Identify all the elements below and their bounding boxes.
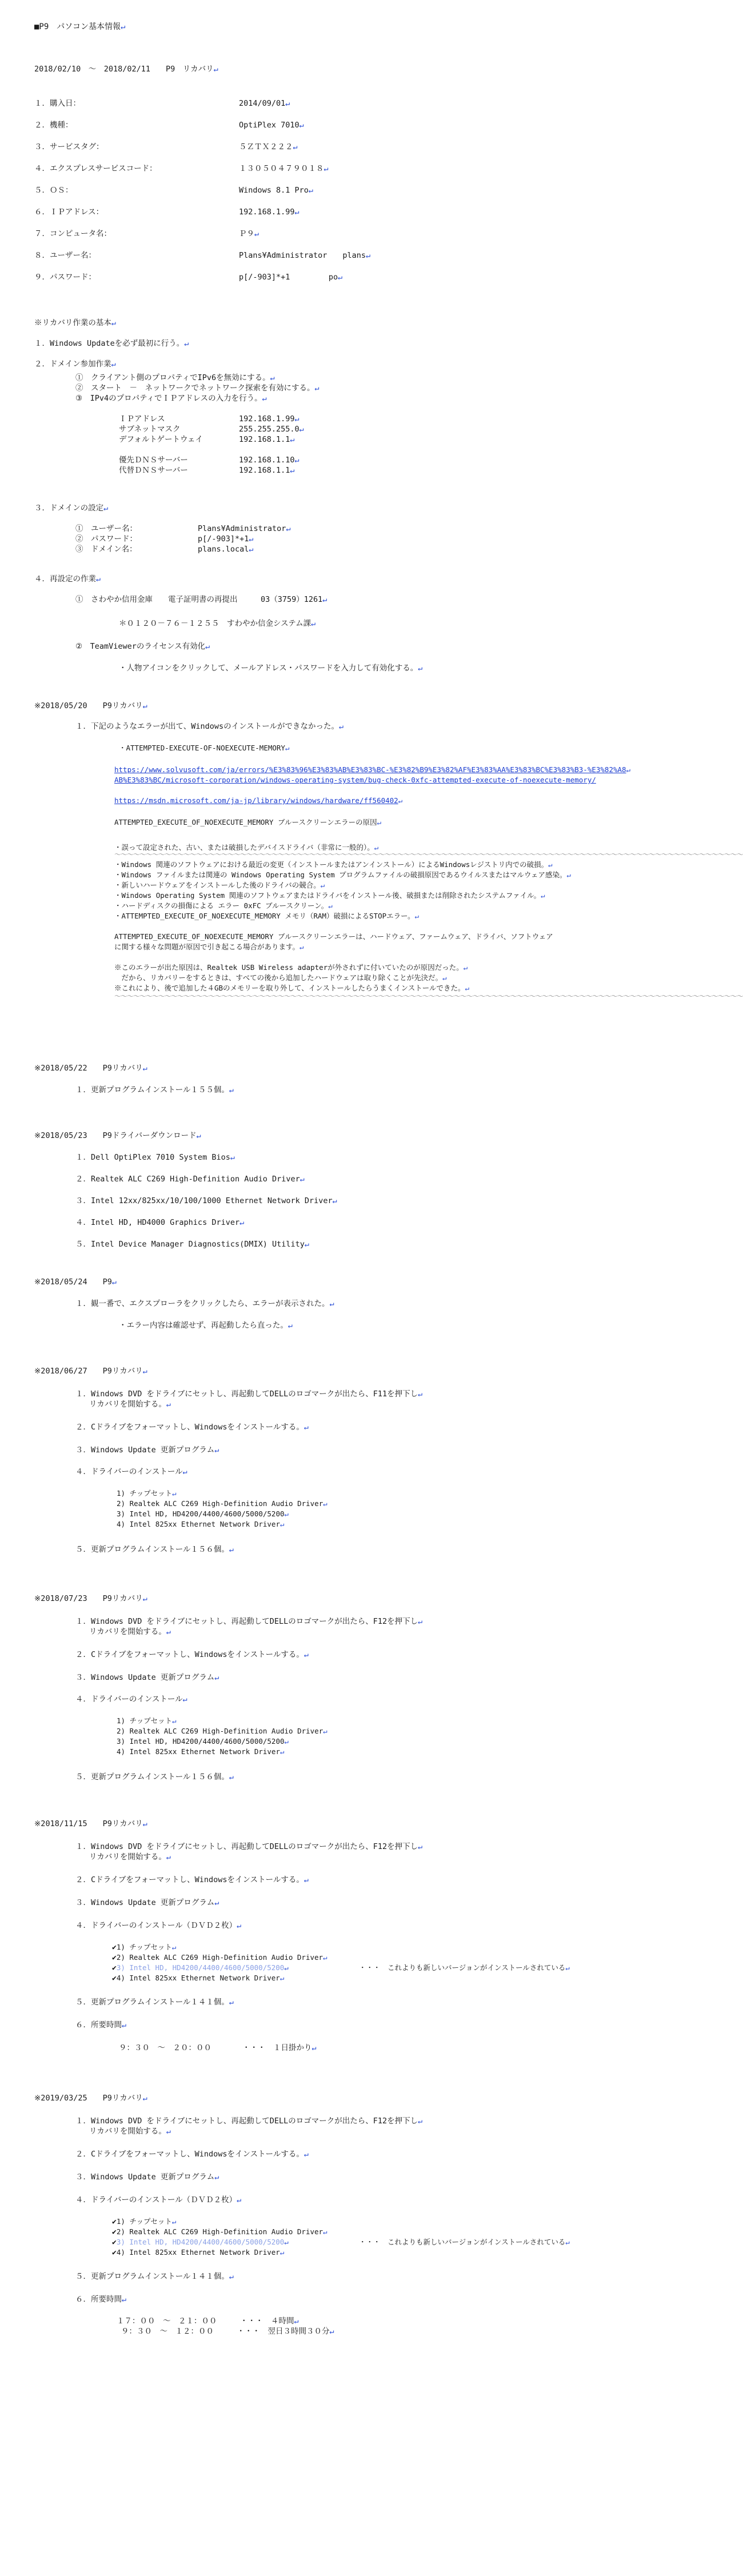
driver-item-3: ✔3) Intel HD, HD4200/4400/4600/5000/5200↵ xyxy=(112,2238,289,2247)
entry-0627-line-2: ２．Cドライブをフォーマットし、Windowsをインストールする。↵ xyxy=(75,1423,309,1432)
entry-0520-cause-5: ・Windows Operating System 関連のソフトウェアまたはドライバをインストール後、破損または削除されたシステムファイル。↵ xyxy=(114,891,545,900)
basics-step-2: ２．ドメイン参加作業↵ xyxy=(34,360,116,369)
driver-item-2: ✔2) Realtek ALC C269 High-Definition Audio Driver↵ xyxy=(112,1953,327,1962)
entry-0520-cause-6: ・ハードディスクの損傷による エラー 0xFC ブルースクリーン。↵ xyxy=(114,901,333,910)
entry-0627-line-5: ５．更新プログラムインストール１５６個。↵ xyxy=(75,1545,234,1554)
entry-0723-line-4: ４．ドライバーのインストール↵ xyxy=(75,1695,187,1704)
entry-0520-heading: ※2018/05/20 P9リカバリ↵ xyxy=(34,701,147,710)
info-value-8: Plans¥Administrator plans↵ xyxy=(239,251,371,260)
driver-item-2: ✔2) Realtek ALC C269 High-Definition Audio Driver↵ xyxy=(112,2227,327,2236)
entry-0627-heading: ※2018/06/27 P9リカバリ↵ xyxy=(34,1367,147,1376)
doc-title: ■P9 パソコン基本情報↵ xyxy=(34,22,126,31)
entry-0520-error-name: ・ATTEMPTED-EXECUTE-OF-NOEXECUTE-MEMORY↵ xyxy=(119,744,290,752)
domain-value-3: plans.local↵ xyxy=(198,545,254,554)
domain-value-2: p[/-903]*+1↵ xyxy=(198,534,254,544)
net-value-4: 192.168.1.10↵ xyxy=(239,456,299,465)
info-label-5: ５．ＯＳ： xyxy=(34,186,73,195)
entry-0325-line-5: ５．更新プログラムインストール１４１個。↵ xyxy=(75,2272,234,2281)
driver-download-item-4: ４．Intel HD, HD4000 Graphics Driver↵ xyxy=(75,1218,245,1227)
entry-1115-line-4: ４．ドライバーのインストール（ＤＶＤ２枚）↵ xyxy=(75,1921,242,1930)
driver-item-4: 4) Intel 825xx Ethernet Network Driver↵ xyxy=(117,1520,285,1528)
solvusoft-link-cont[interactable]: AB%E3%83%BC/microsoft-corporation/windows-operating-system/bug-check-0xfc-attempted-execute-of-noexecute-memory/ xyxy=(114,776,596,784)
msdn-link[interactable]: https://msdn.microsoft.com/ja-jp/library/windows/hardware/ff560402↵ xyxy=(114,796,403,805)
driver-item-2: 2) Realtek ALC C269 High-Definition Audio Driver↵ xyxy=(117,1727,327,1735)
driver-item-1: ✔1) チップセット↵ xyxy=(112,1943,177,1952)
entry-0524-line-2: ・エラー内容は確認せず、再起動したら直った。↵ xyxy=(119,1321,293,1330)
driver-item-4: 4) Intel 825xx Ethernet Network Driver↵ xyxy=(117,1747,285,1756)
basics-step-4-item-1-note: ＊０１２０－７６－１２５５ すわやか信金システム課↵ xyxy=(119,619,316,628)
basics-step-2-item-2: ② スタート － ネットワークでネットワーク探索を有効にする。↵ xyxy=(75,384,319,393)
basics-step-4-item-1: ① さわやか信用金庫 電子証明書の再提出 03（3759）1261↵ xyxy=(75,595,327,604)
basics-heading: ※リカバリ作業の基本↵ xyxy=(34,318,117,328)
domain-label-3: ③ ドメイン名： xyxy=(75,545,137,554)
entry-0627-line-1b: リカバリを開始する。↵ xyxy=(89,1400,171,1409)
basics-step-2-item-3: ③ IPv4のプロパティでＩＰアドレスの入力を行う。↵ xyxy=(75,394,267,403)
basics-step-1: １．Windows Updateを必ず最初に行う。↵ xyxy=(34,339,189,348)
domain-value-1: Plans¥Administrator↵ xyxy=(198,524,291,533)
driver-item-3: 3) Intel HD, HD4200/4400/4600/5000/5200↵ xyxy=(117,1509,289,1518)
entry-0520-note-1: ※このエラーが出た原因は、Realtek USB Wireless adapterが外されずに付いていたのが原因だった。↵ xyxy=(114,963,468,972)
entry-0520-cause-3: ・Windows ファイルまたは関連の Windows Operating System プログラムファイルの破損原因であるウイルスまたはマルウェア感染。↵ xyxy=(114,870,572,879)
entry-0723-line-1b: リカバリを開始する。↵ xyxy=(89,1627,171,1636)
basics-step-2-item-1: ① クライアント側のプロパティでIPv6を無効にする。↵ xyxy=(75,373,275,382)
net-value-1: 192.168.1.99↵ xyxy=(239,414,299,424)
driver-item-3: ✔3) Intel HD, HD4200/4400/4600/5000/5200↵ xyxy=(112,1963,289,1972)
net-value-5: 192.168.1.1↵ xyxy=(239,466,295,475)
driver-item-3: 3) Intel HD, HD4200/4400/4600/5000/5200↵ xyxy=(117,1737,289,1746)
driver-item-4: ✔4) Intel 825xx Ethernet Network Driver↵ xyxy=(112,1974,285,1983)
entry-0520-cause-title: ATTEMPTED_EXECUTE_OF_NOEXECUTE_MEMORY ブルースクリーンエラーの原因↵ xyxy=(114,818,382,826)
info-value-9: p[/-903]*+1 po↵ xyxy=(239,273,343,282)
info-label-7: ７．コンピュータ名： xyxy=(34,229,111,238)
entry-0325-line-3: ３．Windows Update 更新プログラム↵ xyxy=(75,2172,219,2182)
net-value-2: 255.255.255.0↵ xyxy=(239,425,304,434)
driver-item-1: ✔1) チップセット↵ xyxy=(112,2217,177,2226)
wavy-rule: ～～～～～～～～～～～～～～～～～～～～～～～～～～～～～～～～～～～～～～～～～～～～～～～～～～～～～～～～～～～～～～～～～～～～～～～～～～～～～～～～～～～～～～～～～～～～～～～～～～～～ xyxy=(114,850,743,858)
info-value-3: ５ＺＴＸ２２２↵ xyxy=(239,142,298,151)
entry-0520-cause-7: ・ATTEMPTED_EXECUTE_OF_NOEXECUTE_MEMORY メモリ（RAM）破損によるSTOPエラー。↵ xyxy=(114,912,420,920)
entry-0325-time-2: ９：３０ ～ １２：００ ・・・ 翌日３時間３０分↵ xyxy=(121,2327,334,2336)
entry-0520-cause-1: ・誤って設定された、古い、または破損したデバイスドライバ（非常に一般的）。↵ xyxy=(114,843,379,852)
entry-0522-line-1: １．更新プログラムインストール１５５個。↵ xyxy=(75,1085,234,1095)
entry-0520-cause-4: ・新しいハードウェアをインストールした後のドライバの競合。↵ xyxy=(114,881,325,889)
entry-0520-line-1: １．下記のようなエラーが出て、Windowsのインストールができなかった。↵ xyxy=(75,722,344,731)
info-label-6: ６．ＩＰアドレス： xyxy=(34,207,104,217)
period-line: 2018/02/10 ～ 2018/02/11 P9 リカバリ↵ xyxy=(34,65,218,74)
entry-0723-line-2: ２．Cドライブをフォーマットし、Windowsをインストールする。↵ xyxy=(75,1650,309,1659)
driver-download-item-3: ３．Intel 12xx/825xx/10/100/1000 Ethernet Network Driver↵ xyxy=(75,1196,337,1205)
entry-0723-heading: ※2018/07/23 P9リカバリ↵ xyxy=(34,1594,147,1603)
entry-0524-heading: ※2018/05/24 P9↵ xyxy=(34,1277,117,1287)
driver-item-1: 1) チップセット↵ xyxy=(117,1489,177,1497)
entry-0627-line-4: ４．ドライバーのインストール↵ xyxy=(75,1467,187,1476)
entry-1115-time-1: ９：３０ ～ ２０：００ ・・・ １日掛かり↵ xyxy=(119,2043,317,2052)
driver-version-note: ・・・ これよりも新しいバージョンがインストールされている↵ xyxy=(359,1963,570,1972)
entry-1115-line-3: ３．Windows Update 更新プログラム↵ xyxy=(75,1898,219,1907)
info-value-1: 2014/09/01↵ xyxy=(239,99,290,108)
basics-step-4-item-2-note: ・人物アイコンをクリックして、メールアドレス・パスワードを入力して有効化する。↵ xyxy=(119,664,423,673)
entry-0325-line-6: ６．所要時間↵ xyxy=(75,2295,127,2304)
info-label-1: １．購入日： xyxy=(34,99,81,108)
wavy-rule: ～～～～～～～～～～～～～～～～～～～～～～～～～～～～～～～～～～～～～～～～～～～～～～～～～～～～～～～～～～～～～～～～～～～～～～～～～～～～～～～～～～～～～～～～～～～～～～～～～～～～ xyxy=(114,992,743,1000)
info-label-3: ３．サービスタグ： xyxy=(34,142,104,151)
entry-0325-line-1: １．Windows DVD をドライブにセットし、再起動してDELLのロゴマークが出たら、F12を押下し↵ xyxy=(75,2116,423,2126)
net-label-4: 優先ＤＮＳサーバー xyxy=(119,456,188,465)
basics-step-4-item-2: ② TeamViewerのライセンス有効化↵ xyxy=(75,642,210,651)
entry-0325-line-1b: リカバリを開始する。↵ xyxy=(89,2127,171,2136)
info-value-4: １３０５０４７９０１８↵ xyxy=(239,164,329,173)
entry-1115-line-1: １．Windows DVD をドライブにセットし、再起動してDELLのロゴマークが出たら、F12を押下し↵ xyxy=(75,1842,423,1851)
net-value-3: 192.168.1.1↵ xyxy=(239,435,295,444)
basics-step-3: ３．ドメインの設定↵ xyxy=(34,504,109,513)
entry-1115-heading: ※2018/11/15 P9リカバリ↵ xyxy=(34,1819,147,1828)
driver-download-item-5: ５．Intel Device Manager Diagnostics(DMIX) Utility↵ xyxy=(75,1240,310,1249)
entry-0520-cause-2: ・Windows 関連のソフトウェアにおける最近の変更（インストールまたはアンインストール）によるWindowsレジストリ内での破損。↵ xyxy=(114,860,553,869)
entry-1115-line-6: ６．所要時間↵ xyxy=(75,2020,127,2030)
info-value-7: Ｐ９↵ xyxy=(239,229,259,238)
info-value-6: 192.168.1.99↵ xyxy=(239,207,299,217)
driver-download-item-1: １．Dell OptiPlex 7010 System Bios↵ xyxy=(75,1153,235,1162)
info-label-2: ２．機種： xyxy=(34,121,73,130)
entry-0723-line-5: ５．更新プログラムインストール１５６個。↵ xyxy=(75,1772,234,1782)
net-label-5: 代替ＤＮＳサーバー xyxy=(119,466,188,475)
domain-label-2: ② パスワード： xyxy=(75,534,137,544)
entry-1115-line-1b: リカバリを開始する。↵ xyxy=(89,1852,171,1862)
info-label-9: ９．パスワード： xyxy=(34,273,96,282)
solvusoft-link[interactable]: https://www.solvusoft.com/ja/errors/%E3%83%96%E3%83%AB%E3%83%BC-%E3%82%B9%E3%82%AF%E3%83%AA%E3%83%BC%E3%83%B3-%E3%82%A8↵ xyxy=(114,765,631,774)
entry-0325-heading: ※2019/03/25 P9リカバリ↵ xyxy=(34,2094,147,2103)
net-label-3: デフォルトゲートウェイ xyxy=(119,435,203,444)
net-label-2: サブネットマスク xyxy=(119,425,181,434)
entry-0325-line-4: ４．ドライバーのインストール（ＤＶＤ２枚）↵ xyxy=(75,2195,242,2204)
entry-1115-line-2: ２．Cドライブをフォーマットし、Windowsをインストールする。↵ xyxy=(75,1875,309,1884)
driver-version-note: ・・・ これよりも新しいバージョンがインストールされている↵ xyxy=(359,2238,570,2246)
entry-0524-line-1: １．観一番で、エクスプローラをクリックしたら、エラーが表示された。↵ xyxy=(75,1299,334,1308)
info-label-8: ８．ユーザー名： xyxy=(34,251,96,260)
entry-0520-note-3: ※これにより、後で追加した４GBのメモリーを取り外して、インストールしたらうまくインストールできた。↵ xyxy=(114,984,470,992)
driver-item-2: 2) Realtek ALC C269 High-Definition Audio Driver↵ xyxy=(117,1499,327,1508)
info-value-2: OptiPlex 7010↵ xyxy=(239,121,304,130)
driver-item-1: 1) チップセット↵ xyxy=(117,1716,177,1725)
entry-0627-line-3: ３．Windows Update 更新プログラム↵ xyxy=(75,1445,219,1455)
entry-1115-line-5: ５．更新プログラムインストール１４１個。↵ xyxy=(75,1998,234,2007)
entry-0522-heading: ※2018/05/22 P9リカバリ↵ xyxy=(34,1064,147,1073)
entry-0520-summary-2: に関する様々な問題が原因で引き起こる場合があります。↵ xyxy=(114,942,304,951)
info-label-4: ４．エクスプレスサービスコード： xyxy=(34,164,157,173)
basics-step-4: ４．再設定の作業↵ xyxy=(34,574,101,584)
info-value-5: Windows 8.1 Pro↵ xyxy=(239,186,314,195)
entry-0627-line-1: １．Windows DVD をドライブにセットし、再起動してDELLのロゴマークが出たら、F11を押下し↵ xyxy=(75,1389,423,1399)
entry-0723-line-1: １．Windows DVD をドライブにセットし、再起動してDELLのロゴマークが出たら、F12を押下し↵ xyxy=(75,1617,423,1626)
entry-0723-line-3: ３．Windows Update 更新プログラム↵ xyxy=(75,1673,219,1682)
driver-download-item-2: ２．Realtek ALC C269 High-Definition Audio Driver↵ xyxy=(75,1175,305,1184)
entry-0325-line-2: ２．Cドライブをフォーマットし、Windowsをインストールする。↵ xyxy=(75,2150,309,2159)
entry-0520-summary-1: ATTEMPTED_EXECUTE_OF_NOEXECUTE_MEMORY ブルースクリーンエラーは、ハードウェア、ファームウェア、ドライバ、ソフトウェア xyxy=(114,932,553,941)
entry-0520-note-2: だから、リカバリーをするときは、すべての後から追加したハードウェアは取り除くことが先決だ。↵ xyxy=(114,973,447,982)
entry-0325-time-1: １７：００ ～ ２１：００ ・・・ ４時間↵ xyxy=(117,2317,299,2326)
net-label-1: ＩＰアドレス xyxy=(119,414,165,424)
domain-label-1: ① ユーザー名： xyxy=(75,524,137,533)
driver-item-4: ✔4) Intel 825xx Ethernet Network Driver↵ xyxy=(112,2248,285,2257)
entry-0523-heading: ※2018/05/23 P9ドライバーダウンロード↵ xyxy=(34,1131,201,1140)
